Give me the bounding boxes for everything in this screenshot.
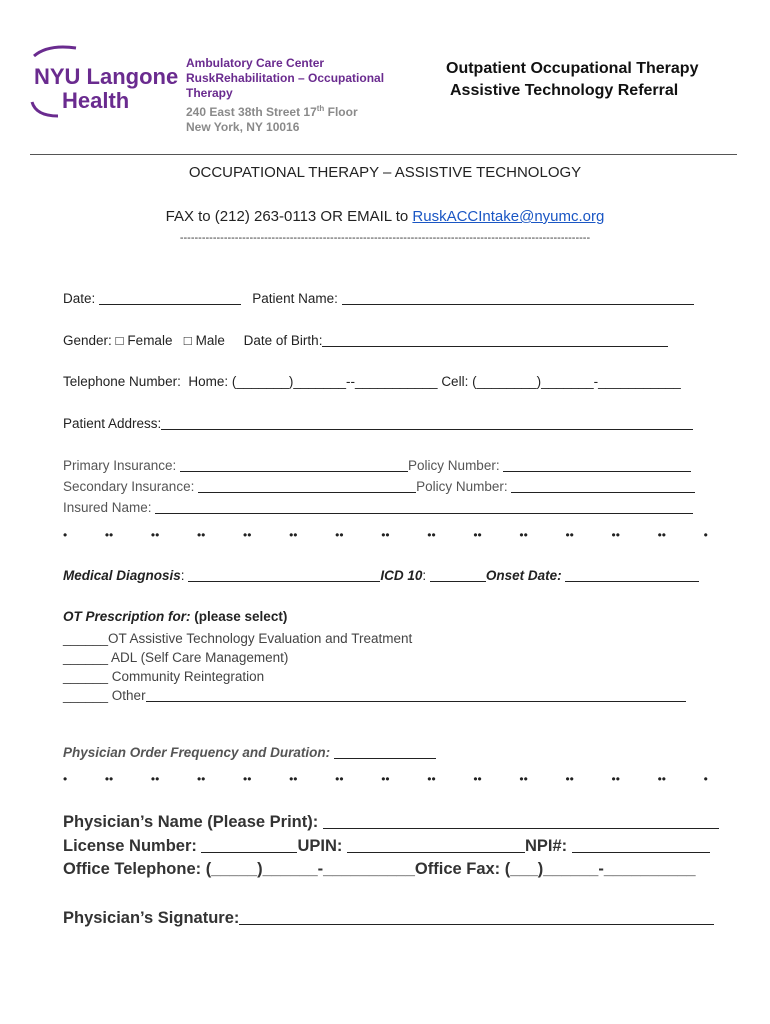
secondary-insurance-field[interactable] [198,478,416,493]
physician-name-row [63,812,719,832]
date-label: Date: [63,291,100,306]
email-link[interactable]: RuskACCIntake@nyumc.org [412,208,605,225]
signature-field[interactable] [239,908,714,925]
date-row [63,290,694,306]
icd-field[interactable] [430,567,486,582]
date-field[interactable] [99,290,241,305]
physician-name-field[interactable] [323,812,719,829]
gender-label: Gender: [63,333,116,348]
signature-row [63,908,714,928]
onset-label: Onset Date: [485,568,566,583]
other-field[interactable] [146,687,686,702]
fax-email-line [0,208,770,225]
fax-text: FAX to (212) 263-0113 OR EMAIL to [165,208,413,225]
address-field[interactable] [161,415,693,430]
diagnosis-row: Medical Diagnosis: ICD 10: Onset Date: [63,567,699,583]
onset-field[interactable] [565,567,699,582]
gender-row [63,332,668,348]
form-title-line1: Outpatient Occupational Therapy [446,60,699,77]
logo-text-line2: Health [62,88,130,113]
office-fax-field[interactable]: Office Fax: (___)______-__________ [414,860,696,878]
option-ot-eval[interactable]: ______OT Assistive Technology Evaluation and Treatment [63,631,413,646]
center-city: New York, NY 10016 [186,120,300,134]
office-contact-row [63,860,696,879]
signature-label: Physician’s Signature: [63,909,240,927]
please-select-label: (please select) [190,609,288,624]
center-name: Ambulatory Care Center [186,56,325,70]
policy-field-2[interactable] [511,478,695,493]
prescription-label: OT Prescription for: [63,609,191,624]
policy-label-1: Policy Number: [408,458,504,473]
form-title [446,58,698,102]
phone-row [63,374,681,389]
dob-label: Date of Birth: [243,333,323,348]
patient-name-label: Patient Name: [252,291,342,306]
address-row [63,415,693,431]
dob-field[interactable] [322,332,668,347]
section-heading: OCCUPATIONAL THERAPY – ASSISTIVE TECHNOLOGY [188,164,582,181]
address-label: Patient Address: [63,416,162,431]
option-community[interactable]: ______ Community Reintegration [63,669,265,684]
cell-phone-field[interactable]: Cell: (________)_______-___________ [441,374,681,389]
policy-field-1[interactable] [503,457,691,472]
home-phone-field[interactable]: Home: (_______)_______--___________ [188,374,438,389]
logo-swoosh-icon [28,42,178,122]
icd-label: ICD 10 [380,568,423,583]
secondary-insurance-row [63,478,695,494]
license-row [63,836,710,856]
upin-label: UPIN: [297,837,347,855]
primary-insurance-label: Primary Insurance: [63,458,181,473]
frequency-label: Physician Order Frequency and Duration: [63,745,334,760]
policy-label-2: Policy Number: [416,479,512,494]
dash-separator: ---------------------------------------------------------------------------------------------------------------- [179,232,591,244]
prescription-heading [63,609,287,624]
option-other[interactable]: ______ Other [63,686,686,705]
frequency-field[interactable] [334,744,436,759]
nyu-langone-logo [28,42,178,122]
center-address: 240 East 38th Street 17th Floor [186,104,358,119]
office-telephone-field[interactable]: Office Telephone: (_____)______-__________ [63,860,415,878]
center-info [186,56,384,135]
gender-male-checkbox[interactable]: □ Male [183,333,225,348]
form-title-line2: Assistive Technology Referral [450,82,679,99]
insured-name-field[interactable] [155,499,693,514]
upin-field[interactable] [347,836,525,853]
patient-name-field[interactable] [342,290,694,305]
center-dept: RuskRehabilitation – Occupational [186,71,385,85]
secondary-insurance-label: Secondary Insurance: [63,479,199,494]
physician-name-label: Physician’s Name (Please Print): [63,813,323,831]
logo-text-line1: NYU Langone [34,64,178,89]
dot-separator-1: • •• •• •• •• •• •• •• •• •• •• •• •• •• • [63,528,708,542]
npi-field[interactable] [572,836,710,853]
phone-label: Telephone Number: [63,374,181,389]
primary-insurance-field[interactable] [180,457,408,472]
insured-name-row [63,499,693,515]
insured-name-label: Insured Name: [63,500,156,515]
center-dept-cont: Therapy [186,86,233,100]
dot-separator-2: • •• •• •• •• •• •• •• •• •• •• •• •• •• • [63,772,708,786]
header-divider [30,154,737,155]
gender-female-checkbox[interactable]: □ Female [115,333,173,348]
license-label: License Number: [63,837,202,855]
npi-label: NPI#: [524,837,572,855]
primary-insurance-row [63,457,691,473]
diagnosis-label: Medical Diagnosis [63,568,181,583]
license-field[interactable] [201,836,297,853]
diagnosis-field[interactable] [188,567,380,582]
option-adl[interactable]: ______ ADL (Self Care Management) [63,650,289,665]
prescription-options [63,629,686,705]
frequency-row [63,744,436,760]
